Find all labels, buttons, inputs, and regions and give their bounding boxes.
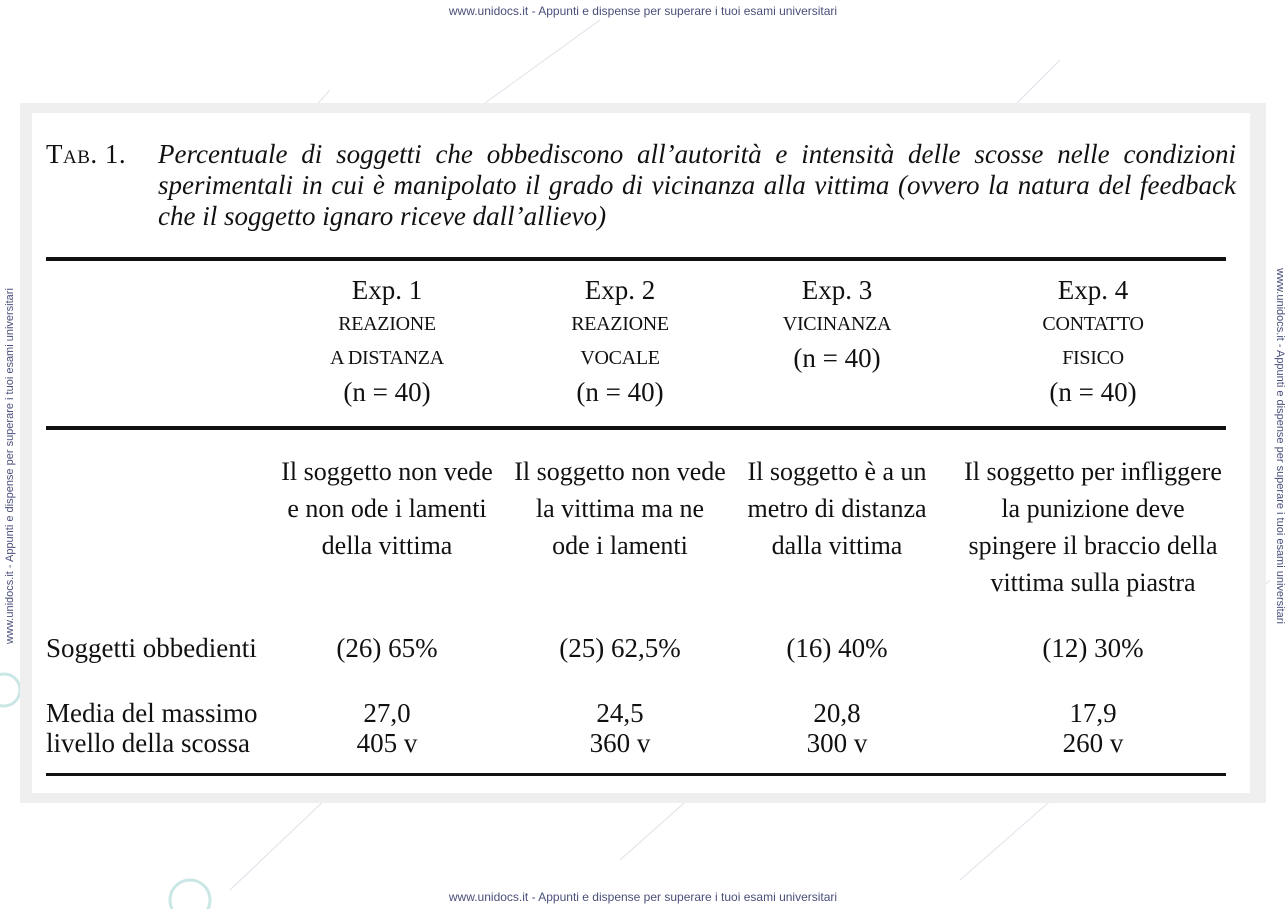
exp-label: Exp. 2 (584, 275, 656, 305)
condition-line: A DISTANZA (330, 347, 444, 369)
watermark-right-text: www.unidocs.it - Appunti e dispense per superare i tuoi esami universitari (1274, 268, 1286, 624)
shock-volts-value: 260 v (1062, 728, 1124, 758)
sample-size: (n = 40) (576, 377, 664, 407)
shock-mean-value: 24,5 (596, 698, 644, 728)
description-line: la vittima ma ne (535, 494, 705, 523)
description-line: vittima sulla piastra (990, 568, 1196, 597)
column-header-exp-2 (490, 273, 750, 409)
sample-size: (n = 40) (343, 377, 431, 407)
description-line: Il soggetto non vede (281, 457, 493, 486)
shock-volts-value: 300 v (806, 728, 868, 758)
column-header-exp-3 (727, 273, 947, 375)
obedient-value: (12) 30% (1042, 633, 1144, 663)
description-line: dalla vittima (771, 531, 903, 560)
shock-volts-value: 405 v (356, 728, 418, 758)
description-exp-2 (490, 453, 750, 564)
watermark-top-text: www.unidocs.it - Appunti e dispense per superare i tuoi esami universitari (448, 4, 838, 18)
condition-line: REAZIONE (338, 313, 436, 335)
description-exp-4 (948, 453, 1238, 601)
condition-line: CONTATTO (1042, 313, 1144, 335)
table-sheet (32, 113, 1250, 793)
description-line: Il soggetto non vede (514, 457, 726, 486)
condition-line: VOCALE (580, 347, 660, 369)
exp-label: Exp. 3 (801, 275, 873, 305)
description-line: e non ode i lamenti (287, 494, 487, 523)
obedient-value: (26) 65% (336, 633, 438, 663)
condition-line: VICINANZA (782, 313, 892, 335)
condition-line: REAZIONE (571, 313, 669, 335)
table-bottom-rule (46, 773, 1226, 776)
sample-size: (n = 40) (793, 343, 881, 373)
table-top-rule (46, 257, 1226, 261)
shock-mean-value: 17,9 (1069, 698, 1117, 728)
description-line: Il soggetto è a un (747, 457, 927, 486)
watermark-left-text: www.unidocs.it - Appunti e dispense per superare i tuoi esami universitari (4, 288, 16, 644)
description-line: la punizione deve (1001, 494, 1185, 523)
condition-line: FISICO (1062, 347, 1124, 369)
description-line: metro di distanza (747, 494, 927, 523)
row-label-shock-line-1: Media del massimo (46, 698, 258, 728)
table-caption (46, 139, 1236, 232)
description-line: spingere il braccio della (968, 531, 1218, 560)
shock-mean-value: 20,8 (813, 698, 861, 728)
description-exp-3 (727, 453, 947, 564)
sample-size: (n = 40) (1049, 377, 1137, 407)
description-exp-1 (262, 453, 512, 564)
shock-mean-value: 27,0 (363, 698, 411, 728)
description-line: della vittima (321, 531, 453, 560)
shock-volts-value: 360 v (589, 728, 651, 758)
exp-label: Exp. 1 (351, 275, 423, 305)
table-number: Tab. 1. (46, 139, 127, 169)
document-page-frame (20, 103, 1266, 803)
row-label-shock-line-2: livello della scossa (46, 728, 250, 758)
exp-label: Exp. 4 (1057, 275, 1129, 305)
watermark-bottom-text: www.unidocs.it - Appunti e dispense per superare i tuoi esami universitari (448, 890, 838, 904)
obedient-value: (16) 40% (786, 633, 888, 663)
description-line: ode i lamenti (552, 531, 688, 560)
row-label-obedient: Soggetti obbedienti (46, 633, 257, 663)
table-caption-text: Percentuale di soggetti che obbediscono all’autorità e intensità delle scosse nelle condizioni sperimentali in cui è manipolato il grado di vicinanza alla vittima (ovvero la natura del feedback che il soggetto ignaro riceve dall’allievo) (158, 139, 1236, 231)
column-header-exp-1 (262, 273, 512, 409)
column-header-exp-4 (948, 273, 1238, 409)
table-header-rule (46, 426, 1226, 430)
description-line: Il soggetto per infliggere (964, 457, 1222, 486)
obedient-value: (25) 62,5% (559, 633, 681, 663)
